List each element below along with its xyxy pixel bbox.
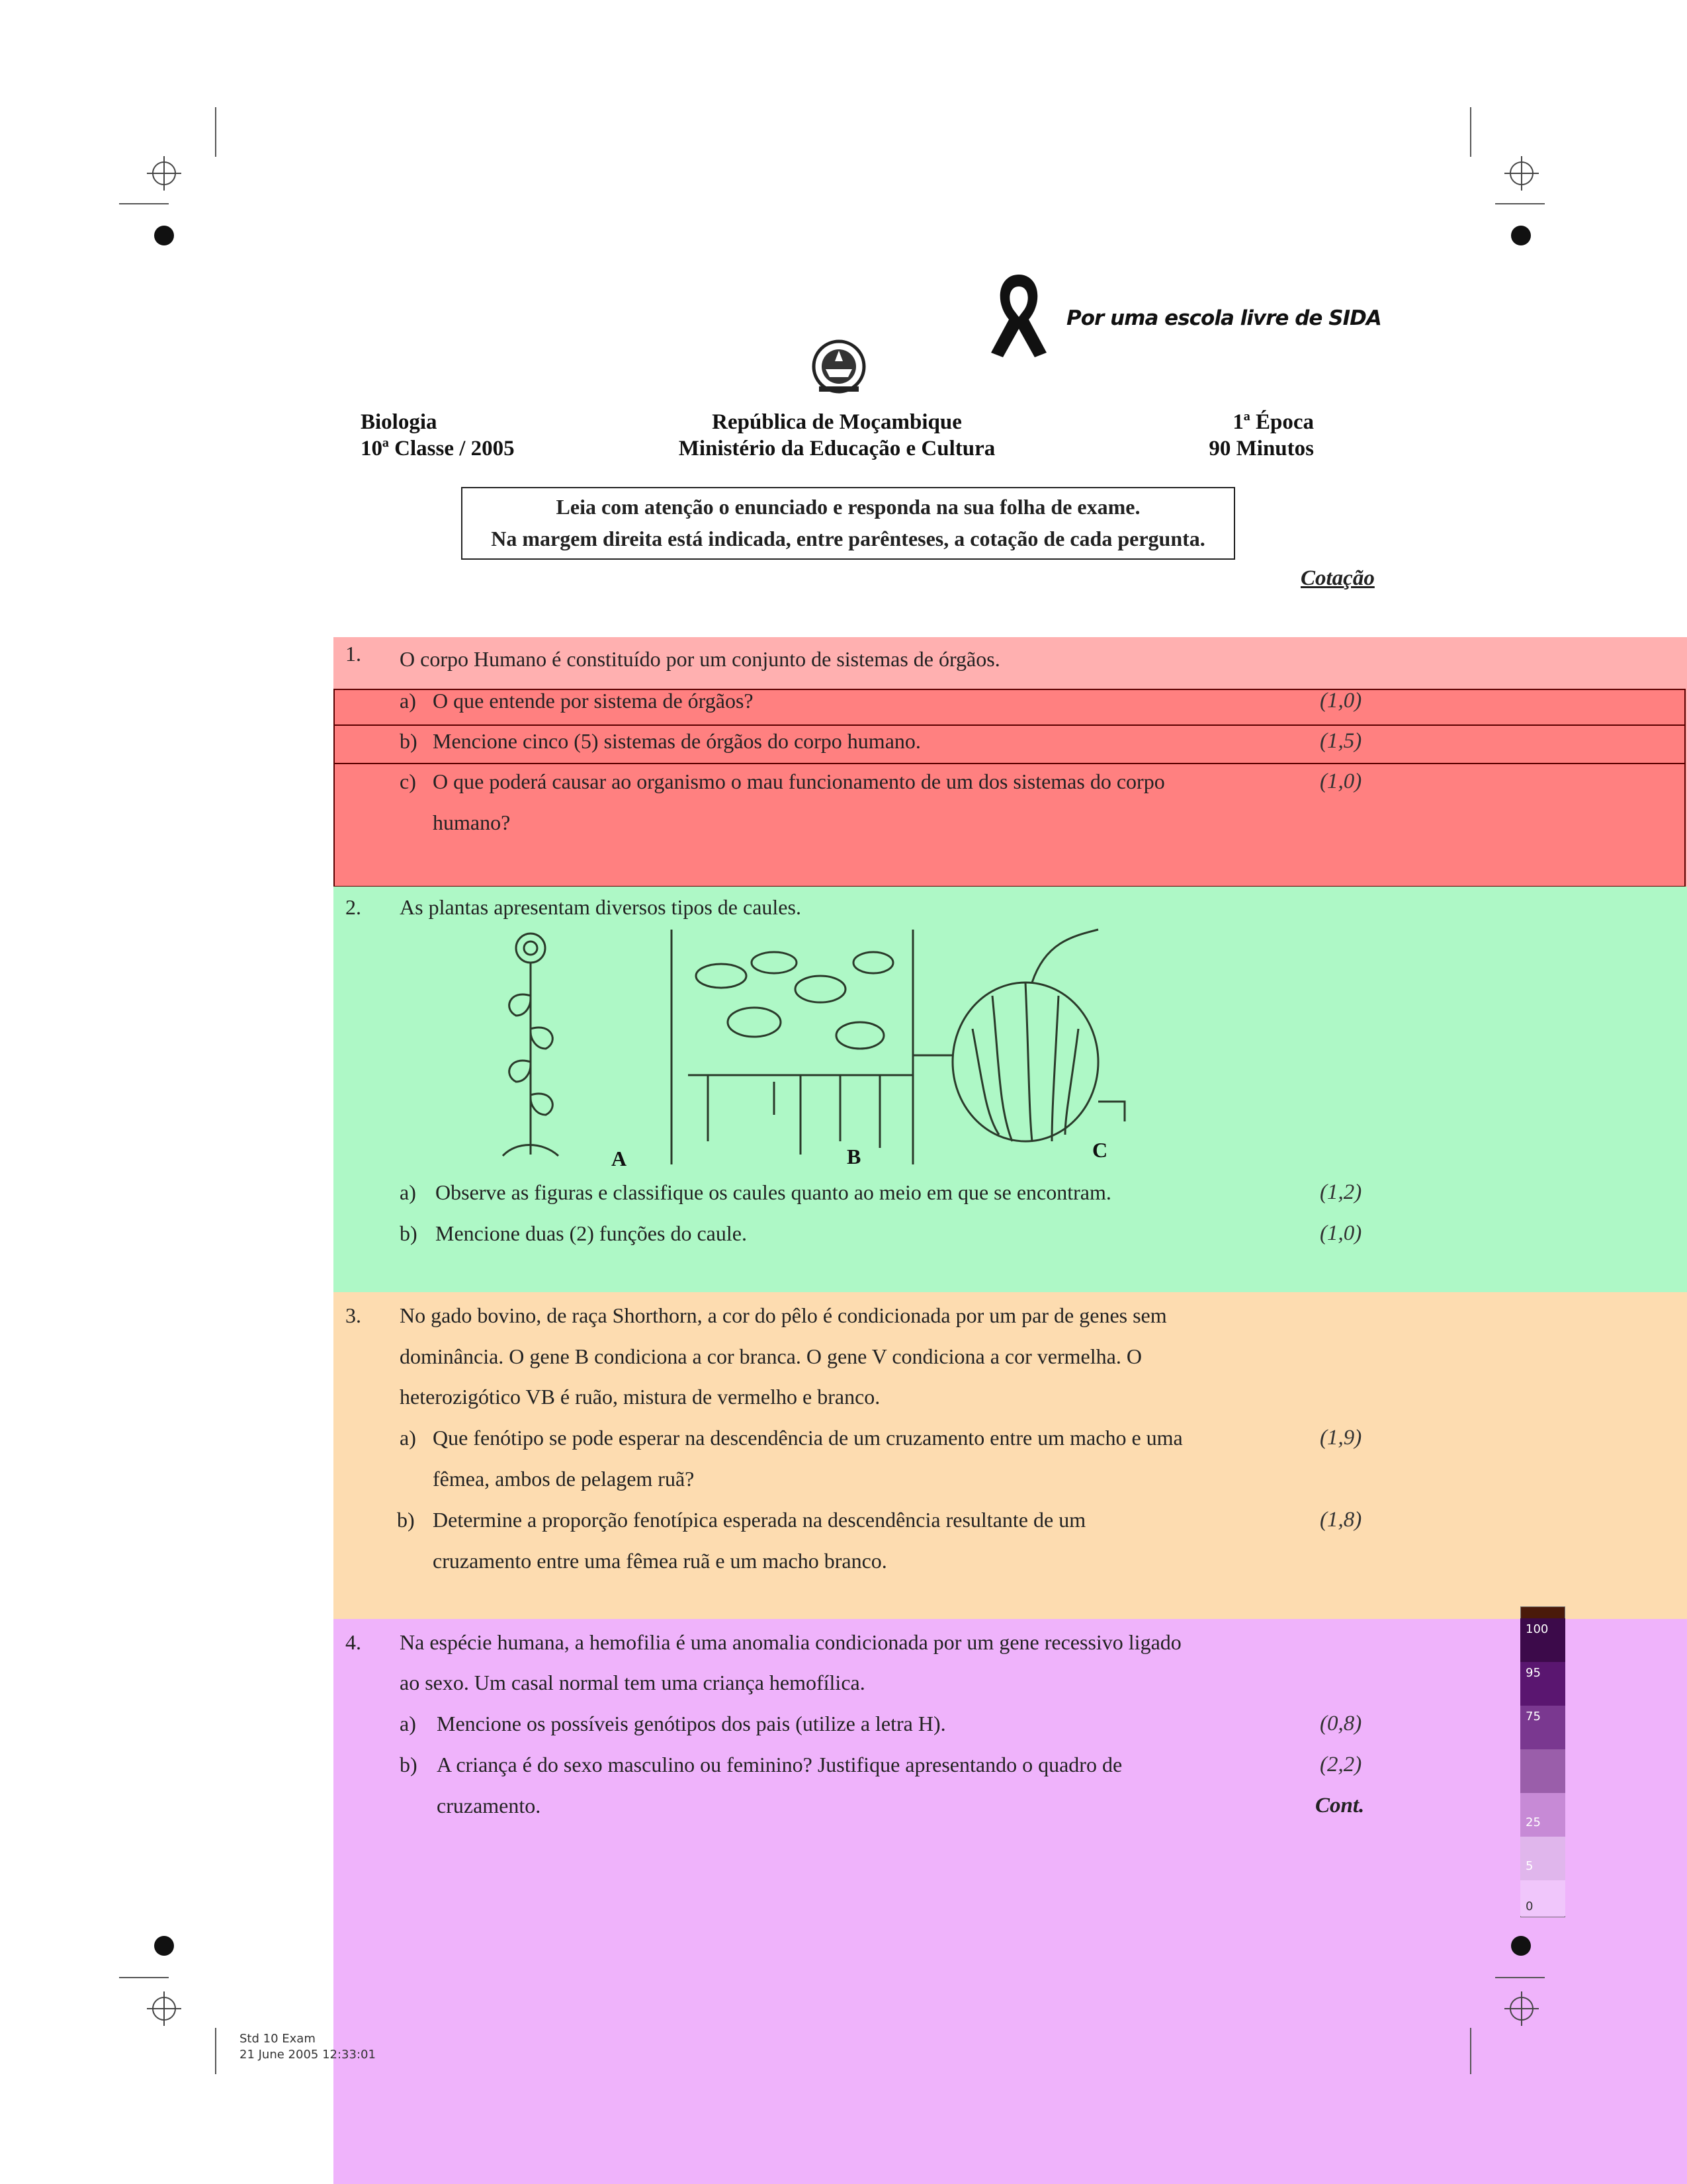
density-step <box>1520 1793 1565 1837</box>
crop-mark <box>1470 2028 1471 2074</box>
class-year-label: 10ª Classe / 2005 <box>361 437 515 460</box>
part-text: Mencione duas (2) funções do caule. <box>435 1221 747 1245</box>
density-step <box>1520 1618 1565 1662</box>
part-label: a) <box>400 1426 416 1450</box>
duration-label: 90 Minutos <box>1209 437 1314 460</box>
part-score: (1,5) <box>1320 729 1362 753</box>
registration-target-icon <box>1504 156 1539 191</box>
density-step-label: 75 <box>1526 1710 1541 1724</box>
part-label: a) <box>400 1180 416 1204</box>
mozambique-emblem-icon <box>806 336 872 396</box>
density-step-label: 100 <box>1526 1622 1549 1636</box>
density-step <box>1520 1749 1565 1793</box>
question-text: Na espécie humana, a hemofilia é uma anomalia condicionada por um gene recessivo ligado <box>400 1630 1182 1654</box>
registration-dot-icon <box>154 1936 174 1956</box>
part-score: (1,8) <box>1320 1508 1362 1532</box>
part-text: Mencione os possíveis genótipos dos pais (utilize a letra H). <box>437 1712 946 1735</box>
republic-label: República de Moçambique <box>712 410 962 434</box>
question-text: No gado bovino, de raça Shorthorn, a cor do pêlo é condicionada por um par de genes sem <box>400 1303 1167 1327</box>
subject-label: Biologia <box>361 410 437 434</box>
cotacao-label: Cotação <box>1301 566 1375 590</box>
crop-mark <box>119 203 169 204</box>
density-step-label: 5 <box>1526 1859 1534 1873</box>
registration-dot-icon <box>154 226 174 245</box>
figure-label-c: C <box>1092 1138 1108 1162</box>
banner-slogan: Por uma escola livre de SIDA <box>1066 306 1381 330</box>
part-score: (1,0) <box>1320 769 1362 793</box>
print-info <box>239 2031 376 2063</box>
part-label: b) <box>400 1221 417 1245</box>
part-text: Mencione cinco (5) sistemas de órgãos do corpo humano. <box>433 729 921 753</box>
instructions-line-2: Na margem direita está indicada, entre parênteses, a cotação de cada pergunta. <box>491 527 1205 550</box>
part-text: humano? <box>433 810 511 834</box>
part-label: c) <box>400 769 416 793</box>
print-info-line-1: Std 10 Exam <box>239 2032 316 2046</box>
part-text: cruzamento. <box>437 1794 541 1817</box>
exam-period-label: 1ª Época <box>1233 410 1314 434</box>
ministry-label: Ministério da Educação e Cultura <box>678 437 996 460</box>
part-label: b) <box>400 729 417 753</box>
density-step-label: 0 <box>1526 1900 1534 1913</box>
density-step-label: 95 <box>1526 1666 1541 1680</box>
registration-dot-icon <box>1511 1936 1531 1956</box>
part-text: fêmea, ambos de pelagem ruã? <box>433 1467 695 1491</box>
question-number: 1. <box>345 642 361 666</box>
part-text: Que fenótipo se pode esperar na descendência de um cruzamento entre um macho e uma <box>433 1426 1183 1450</box>
part-text: A criança é do sexo masculino ou feminino? Justifique apresentando o quadro de <box>437 1753 1123 1776</box>
instructions-box <box>461 487 1235 560</box>
density-step <box>1520 1706 1565 1749</box>
part-score: (1,0) <box>1320 1221 1362 1245</box>
part-score: (1,2) <box>1320 1180 1362 1204</box>
part-score: (1,9) <box>1320 1426 1362 1450</box>
part-label: b) <box>397 1508 415 1532</box>
question-number: 3. <box>345 1303 361 1327</box>
crop-mark <box>119 1977 169 1978</box>
registration-target-icon <box>147 1991 181 2026</box>
part-text: Observe as figuras e classifique os caules quanto ao meio em que se encontram. <box>435 1180 1111 1204</box>
plant-figures <box>490 923 1164 1171</box>
question-text: dominância. O gene B condiciona a cor branca. O gene V condiciona a cor vermelha. O <box>400 1344 1142 1368</box>
question-4-region <box>333 1619 1687 2184</box>
part-label: a) <box>400 689 416 713</box>
crop-mark <box>1495 1977 1545 1978</box>
question-number: 2. <box>345 895 361 919</box>
density-step <box>1520 1837 1565 1880</box>
instructions-line-1: Leia com atenção o enunciado e responda na sua folha de exame. <box>556 495 1141 519</box>
density-step <box>1520 1662 1565 1706</box>
part-label: b) <box>400 1753 417 1776</box>
question-number: 4. <box>345 1630 361 1654</box>
part-score: (0,8) <box>1320 1712 1362 1735</box>
crop-mark <box>215 2028 216 2074</box>
crop-mark <box>215 107 216 157</box>
continuation-label: Cont. <box>1315 1794 1365 1817</box>
figure-label-a: A <box>611 1147 627 1170</box>
question-text: ao sexo. Um casal normal tem uma criança hemofílica. <box>400 1671 865 1694</box>
crop-mark <box>1470 107 1471 157</box>
registration-dot-icon <box>1511 226 1531 245</box>
density-step-label: 25 <box>1526 1815 1541 1829</box>
print-info-line-2: 21 June 2005 12:33:01 <box>239 2048 376 2062</box>
part-text: O que entende por sistema de órgãos? <box>433 689 754 713</box>
part-text: O que poderá causar ao organismo o mau funcionamento de um dos sistemas do corpo <box>433 769 1165 793</box>
figure-label-b: B <box>847 1145 861 1168</box>
crop-mark <box>1495 203 1545 204</box>
part-text: Determine a proporção fenotípica esperada na descendência resultante de um <box>433 1508 1086 1532</box>
part-label: a) <box>400 1712 416 1735</box>
question-text: heterozigótico VB é ruão, mistura de vermelho e branco. <box>400 1385 881 1409</box>
density-step <box>1520 1880 1565 1916</box>
registration-target-icon <box>147 156 181 191</box>
part-text: cruzamento entre uma fêmea ruã e um macho branco. <box>433 1549 887 1573</box>
registration-target-icon <box>1504 1991 1539 2026</box>
part-score: (2,2) <box>1320 1753 1362 1776</box>
question-text: O corpo Humano é constituído por um conjunto de sistemas de órgãos. <box>400 647 1000 671</box>
question-text: As plantas apresentam diversos tipos de caules. <box>400 895 801 919</box>
part-score: (1,0) <box>1320 689 1362 713</box>
aids-ribbon-icon <box>979 268 1059 361</box>
